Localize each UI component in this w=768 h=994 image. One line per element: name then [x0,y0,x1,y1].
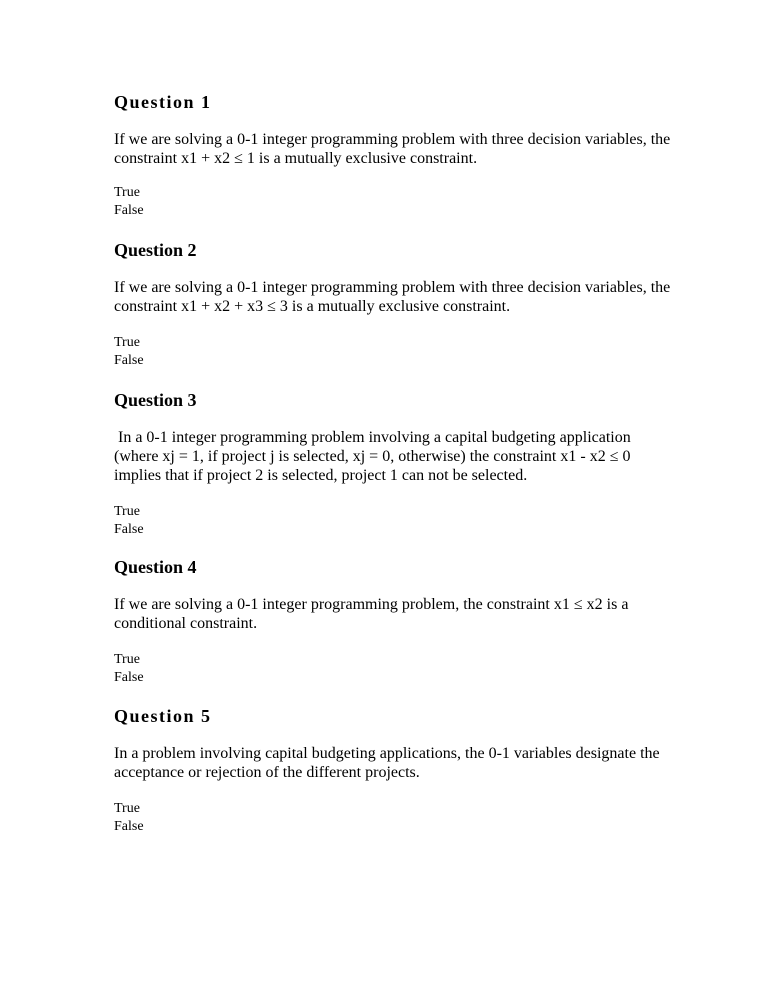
question-title: Question 3 [114,390,197,410]
question-4 [114,556,674,686]
question-text: If we are solving a 0-1 integer programming problem with three decision variables, the constraint x1 + x2 ≤ 1 is a mutually exclusive constraint. [114,131,675,167]
question-text: In a 0-1 integer programming problem involving a capital budgeting application (where xj = 1, if project j is selected, xj = 0, otherwise) the constraint x1 - x2 ≤ 0 implies that if project 2 is selected, project 1 can not be selected. [114,429,635,484]
question-3 [114,389,674,538]
answer-options [114,184,674,219]
answer-options [114,651,674,686]
option-false[interactable]: False [114,669,144,685]
option-true[interactable]: True [114,335,140,350]
question-2 [114,239,674,369]
option-true[interactable]: True [114,801,140,816]
question-text: If we are solving a 0-1 integer programming problem with three decision variables, the constraint x1 + x2 + x3 ≤ 3 is a mutually exclusive constraint. [114,279,675,315]
question-title: Question 5 [114,706,212,726]
option-true[interactable]: True [114,185,140,200]
answer-options [114,503,674,538]
option-false[interactable]: False [114,202,144,218]
question-text: If we are solving a 0-1 integer programming problem, the constraint x1 ≤ x2 is a conditional constraint. [114,596,633,632]
option-false[interactable]: False [114,352,144,368]
question-1 [114,91,674,219]
question-title: Question 4 [114,557,197,577]
option-true[interactable]: True [114,652,140,667]
question-title: Question 1 [114,92,212,112]
option-true[interactable]: True [114,504,140,519]
question-5 [114,705,674,835]
question-title: Question 2 [114,240,197,260]
answer-options [114,334,674,369]
option-false[interactable]: False [114,818,144,834]
question-text: In a problem involving capital budgeting applications, the 0-1 variables designate the acceptance or rejection of the different projects. [114,745,664,781]
answer-options [114,800,674,835]
option-false[interactable]: False [114,521,144,537]
